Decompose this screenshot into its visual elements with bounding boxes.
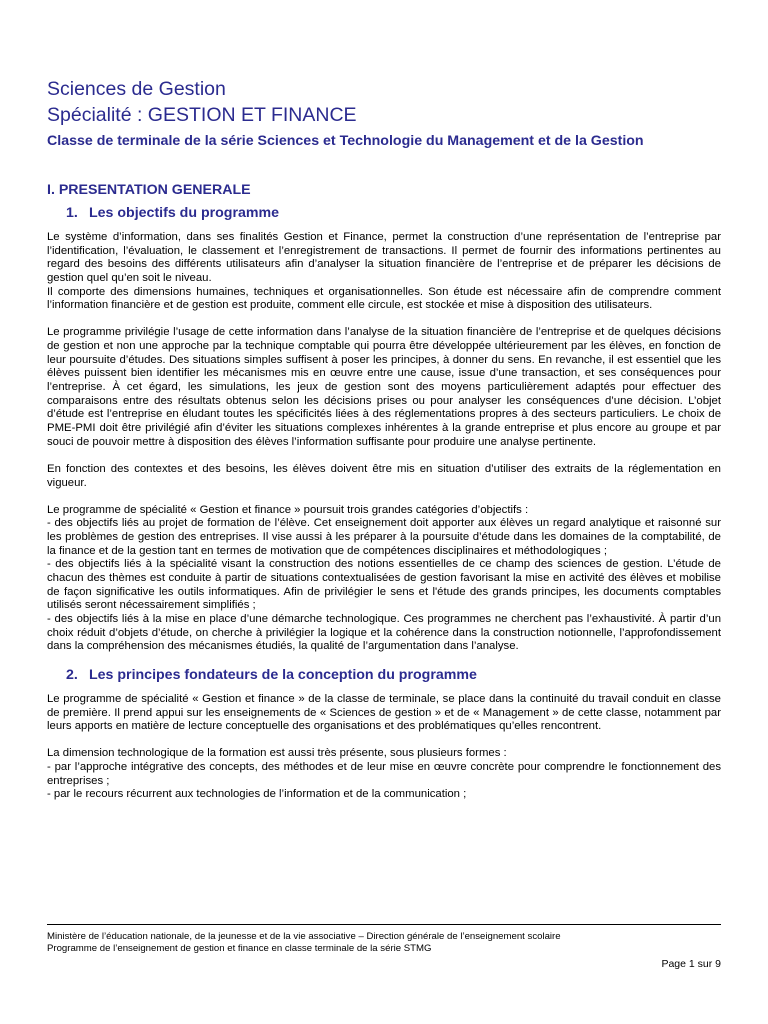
footer-program: Programme de l’enseignement de gestion et finance en classe terminale de la série STMG bbox=[47, 943, 432, 954]
document-subtitle: Classe de terminale de la série Sciences et Technologie du Management et de la Gestion bbox=[47, 133, 644, 149]
list-item: - des objectifs liés à la spécialité visant la construction des notions essentielles de ce champ des sciences de gestion. L’étude de chacun des thèmes est conduite à partir de situations contextualisées de gestion favorisant la mise en activité des élèves et mobilise de façon significative les outils informatiques. Afin de privilégier le sens et l'étude des grands principes, les documents comptables utilisés seront nécessairement simplifiés ; bbox=[47, 558, 721, 612]
document-page bbox=[47, 76, 721, 802]
subsection-title: Les objectifs du programme bbox=[89, 205, 279, 221]
paragraph: Le système d’information, dans ses finalités Gestion et Finance, permet la construction d’une représentation de l’entreprise par l’identification, l’évaluation, le classement et l’enregistrement de transactions. Il permet de fournir des informations pertinentes au regard des besoins des différents utilisateurs afin d’analyser la situation financière de l’entreprise et de préparer les décisions de gestion quel qu’en soit le niveau. bbox=[47, 231, 721, 284]
paragraph: Le programme privilégie l’usage de cette information dans l’analyse de la situation financière de l’entreprise et de quelques décisions de gestion et non une approche par la technique comptable qui pourra être développée ultérieurement par les élèves, en fonction de leur poursuite d’études. Des situations simples suffisent à poser les principes, à donner du sens. En revanche, il est essentiel que les élèves puissent bien identifier les mécanismes mis en œuvre entre une cause, issue d’une transaction, et ses conséquences pour l’entreprise. À cet égard, les simulations, les jeux de gestion sont des moyens particulièrement adaptés pour effectuer des comparaisons entre des résultats obtenus selon les décisions prises ou pour analyser les conséquences d’une décision. L’objet d’étude est l’entreprise en éludant toutes les spécificités liées à des réglementations propres à des secteurs particuliers. Le choix de PME-PMI doit être privilégié afin d’éviter les situations complexes inhérentes à la grande entreprise et plus encore au groupe et par souci de pouvoir mettre à disposition des élèves l’information suffisante pour produire une analyse pertinente. bbox=[47, 326, 721, 448]
subsection-heading-principes bbox=[47, 666, 721, 684]
document-title: Sciences de Gestion bbox=[47, 78, 226, 100]
subsection-number: 2. bbox=[66, 666, 78, 683]
list-item: - par le recours récurrent aux technologies de l’information et de la communication ; bbox=[47, 788, 467, 801]
list-item: - des objectifs liés au projet de formation de l’élève. Cet enseignement doit apporter aux élèves un regard analytique et raisonné sur les problèmes de gestion des entreprises. Il vise aussi à les préparer à la poursuite d’étude dans les domaines de la comptabilité, de la finance et de la gestion tant en termes de motivation que de compétences disciplinaires et méthodologiques ; bbox=[47, 517, 721, 557]
paragraph: Il comporte des dimensions humaines, techniques et organisationnelles. Son étude est nécessaire afin de comprendre comment l’information financière et de gestion est produite, comment elle circule, est stockée et mise à disposition des utilisateurs. bbox=[47, 285, 721, 312]
paragraph: En fonction des contextes et des besoins, les élèves doivent être mis en situation d’utiliser des extraits de la réglementation en vigueur. bbox=[47, 462, 721, 489]
paragraph: Le programme de spécialité « Gestion et finance » poursuit trois grandes catégories d’objectifs : bbox=[47, 503, 529, 516]
list-item: - des objectifs liés à la mise en place d’une démarche technologique. Ces programmes ne cherchent pas l’exhaustivité. À partir d’un choix réduit d’objets d’étude, on cherche à privilégier la logique et la cohérence dans la construction notionnelle, l’approfondissement dans la compréhension des mécanismes étudiés, la qualité de l’argumentation dans l’analyse. bbox=[47, 612, 721, 653]
subsection-title: Les principes fondateurs de la conception du programme bbox=[89, 666, 477, 683]
page-footer bbox=[47, 924, 721, 955]
paragraph: La dimension technologique de la formation est aussi très présente, sous plusieurs formes : bbox=[47, 747, 507, 760]
paragraph: Le programme de spécialité « Gestion et finance » de la classe de terminale, se place dans la continuité du travail conduit en classe de première. Il prend appui sur les enseignements de « Sciences de gestion » et de « Management » de cette classe, notamment par leurs apports en matière de lecture conceptuelle des organisations et des problématiques qu’elles rencontrent. bbox=[47, 692, 721, 733]
page-number: Page 1 sur 9 bbox=[661, 958, 721, 970]
specialite-title: Spécialité : GESTION ET FINANCE bbox=[47, 104, 357, 126]
subsection-number: 1. bbox=[66, 205, 78, 221]
section-heading-presentation: I. PRESENTATION GENERALE bbox=[47, 182, 251, 198]
footer-ministry: Ministère de l’éducation nationale, de la jeunesse et de la vie associative – Direction générale de l’enseignement scolaire bbox=[47, 931, 561, 942]
list-item: - par l’approche intégrative des concepts, des méthodes et de leur mise en œuvre concrète pour comprendre le fonctionnement des entreprises ; bbox=[47, 761, 721, 787]
subsection-heading-objectifs bbox=[47, 204, 721, 222]
